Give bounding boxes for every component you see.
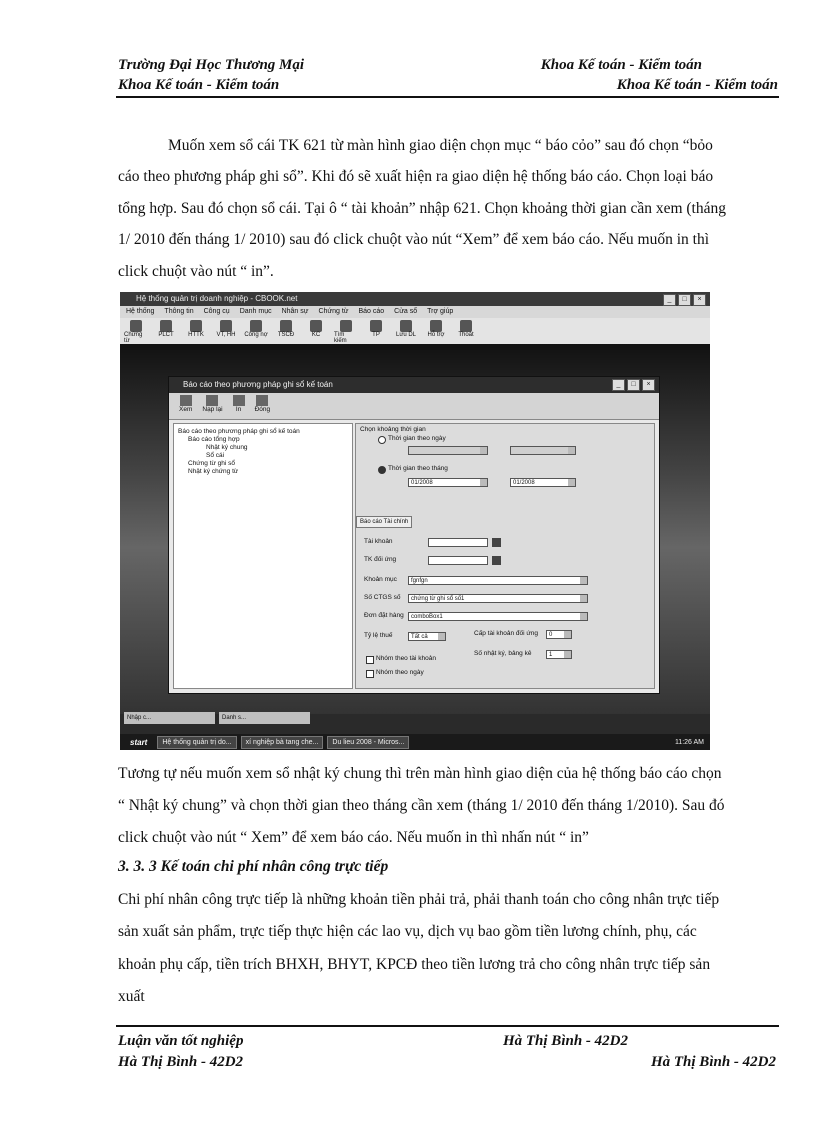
tool-icon [370, 320, 382, 332]
radio-by-month-label: Thời gian theo tháng [388, 465, 448, 472]
group-by-date-label: Nhóm theo ngày [376, 669, 424, 676]
tool-icon [130, 320, 142, 332]
contra-lookup-button[interactable] [492, 556, 501, 565]
taskbar-item[interactable]: Du lieu 2008 - Micros... [327, 736, 409, 749]
tree-item-summary[interactable]: Báo cáo tổng hợp [188, 436, 240, 443]
chevron-down-icon [480, 479, 487, 486]
toolbar-button[interactable] [124, 318, 148, 344]
toolbar-label: HTTK [188, 332, 204, 338]
header-faculty: Khoa Kế toán - Kiểm toán [540, 57, 702, 73]
toolbar-button[interactable] [274, 318, 298, 344]
dialog-titlebar [169, 377, 659, 393]
tool-icon [280, 320, 292, 332]
menu-item[interactable]: Nhân sự [281, 308, 309, 315]
menu-item[interactable]: Công cụ [203, 308, 230, 315]
contra-account-field[interactable] [428, 556, 488, 565]
close-button[interactable] [255, 393, 271, 419]
section-heading: 3. 3. 3 Kế toán chi phí nhân công trực tiếp [118, 858, 389, 875]
tax-rate-label: Tỷ lệ thuế [364, 632, 393, 639]
toolbar-button[interactable] [394, 318, 418, 344]
toolbar-label: Hỗ trợ [427, 332, 445, 338]
tool-icon [250, 320, 262, 332]
toolbar-label: Tìm kiếm [334, 332, 347, 344]
menu-item[interactable]: Hệ thống [126, 308, 155, 315]
tool-icon [160, 320, 172, 332]
menu-item[interactable]: Danh mục [239, 308, 272, 315]
close-icon[interactable]: × [642, 379, 655, 391]
menu-item[interactable]: Cửa sổ [394, 308, 418, 315]
item-value: fgnfgn [411, 578, 428, 584]
tree-root[interactable]: Báo cáo theo phương pháp ghi sổ kế toán [178, 428, 300, 435]
group-by-date-checkbox[interactable] [366, 670, 374, 678]
para1-line3: tổng hợp. Sau đó chọn sổ cái. Tại ô “ tài khoản” nhập 621. Chọn khoảng thời gian cần xem (tháng [118, 200, 726, 217]
para3-line3: khoản phụ cấp, tiền trích BHXH, BHYT, KPCĐ theo tiền lương trả cho công nhân trực tiếp sản [118, 956, 711, 973]
tree-item-vouchers[interactable]: Chứng từ ghi sổ [188, 460, 236, 467]
account-label: Tài khoản [364, 538, 393, 545]
radio-by-day-label: Thời gian theo ngày [388, 435, 446, 442]
para3-line2: sản xuất sản phẩm, trực tiếp thực hiện các lao vụ, dịch vụ bao gồm tiền lương chính, phụ, các [118, 923, 697, 940]
chevron-down-icon [480, 447, 487, 454]
dialog-window-buttons [612, 379, 655, 391]
view-icon [180, 395, 192, 406]
app-toolbar [120, 318, 710, 345]
report-tree [173, 423, 353, 689]
level-select[interactable] [546, 630, 572, 639]
print-icon [233, 395, 245, 406]
journal-label: Số nhật ký, bảng kê [474, 650, 532, 657]
radio-by-day[interactable] [378, 436, 386, 444]
menu-item[interactable]: Báo cáo [358, 308, 385, 315]
item-select[interactable] [408, 576, 588, 585]
windows-taskbar [120, 734, 710, 750]
reload-button[interactable] [202, 393, 222, 419]
maximize-icon[interactable]: □ [678, 294, 691, 306]
reload-label: Nạp lại [202, 406, 223, 413]
tab-financial-report[interactable]: Báo cáo Tài chính [356, 516, 412, 528]
report-options-pane [355, 423, 655, 689]
close-icon [256, 395, 268, 406]
toolbar-label: TP [372, 332, 380, 338]
start-button[interactable]: start [130, 737, 148, 747]
header-faculty-left: Khoa Kế toán - Kiểm toán [118, 77, 280, 93]
close-icon[interactable]: × [693, 294, 706, 306]
reload-icon [206, 395, 218, 406]
taskbar-clock: 11:26 AM [674, 738, 704, 746]
chevron-down-icon [564, 631, 571, 638]
contra-account-label: TK đối ứng [364, 556, 397, 563]
toolbar-label: Chứng từ [124, 332, 143, 344]
toolbar-button[interactable] [154, 318, 178, 344]
tool-icon [310, 320, 322, 332]
toolbar-label: Công nợ [244, 332, 268, 338]
close-label: Đóng [254, 406, 271, 413]
journal-select[interactable] [546, 650, 572, 659]
chevron-down-icon [580, 595, 587, 602]
ledger-no-value: chứng từ ghi sổ số1 [411, 596, 465, 602]
header-rule [116, 96, 779, 98]
journal-value: 1 [549, 652, 553, 658]
para2-line2: “ Nhật ký chung” và chọn thời gian theo tháng cần xem (tháng 1/ 2010 đến tháng 1/2010). Sau đó [118, 797, 725, 814]
tax-rate-value: Tất cả [411, 634, 428, 640]
footer-thesis: Luận văn tốt nghiệp [118, 1033, 244, 1049]
minimize-icon[interactable]: _ [612, 379, 625, 391]
help-icon [430, 320, 442, 332]
para3-line4: xuất [118, 988, 145, 1005]
para3-line1: Chi phí nhân công trực tiếp là những khoản tiền phải trả, phải thanh toán cho công nhân trực tiếp [118, 891, 720, 908]
tree-item-general-journal[interactable]: Nhật ký chung [206, 444, 248, 451]
toolbar-button[interactable] [184, 318, 208, 344]
chevron-down-icon [568, 447, 575, 454]
header-school: Trường Đại Học Thương Mại [118, 57, 305, 73]
toolbar-button[interactable] [244, 318, 268, 344]
search-icon [340, 320, 352, 332]
time-group-label: Chọn khoảng thời gian [360, 426, 426, 433]
save-icon [400, 320, 412, 332]
level-label: Cấp tài khoản đối ứng [474, 630, 538, 637]
para1-line2: cáo theo phương pháp ghi sổ”. Khi đó sẽ xuất hiện ra giao diện hệ thống báo cáo. Chọn loại báo [118, 168, 714, 185]
tree-item-journal-vouchers[interactable]: Nhật ký chứng từ [188, 468, 239, 475]
para1-line4: 1/ 2010 đến tháng 1/ 2010) sau đó click chuột vào nút “Xem” để xem báo cáo. Nếu muốn in thì [118, 231, 710, 248]
app-title: Hệ thống quản trị doanh nghiệp - CBOOK.net [136, 294, 298, 303]
radio-by-month[interactable] [378, 466, 386, 474]
group-by-account-label: Nhóm theo tài khoản [376, 655, 436, 662]
date-from-field[interactable] [408, 446, 488, 455]
month-from-value: 01/2008 [411, 480, 433, 486]
para1-line1: Muốn xem sổ cái TK 621 từ màn hình giao diện chọn mục “ báo cỏo” sau đó chọn “bỏo [168, 137, 713, 154]
taskbar-item[interactable]: xí nghiệp bà tang che... [241, 736, 324, 749]
app-menubar [120, 306, 710, 318]
header-line-1 [118, 54, 778, 76]
toolbar-label: Thoát [458, 332, 474, 338]
month-to-select[interactable] [510, 478, 576, 487]
menu-item[interactable]: Trợ giúp [427, 308, 454, 315]
taskbar-item[interactable]: Hệ thống quản trị do... [157, 736, 236, 749]
chevron-down-icon [580, 577, 587, 584]
group-by-account-checkbox[interactable] [366, 656, 374, 664]
toolbar-label: PLCT [158, 332, 174, 338]
view-label: Xem [179, 406, 193, 413]
tree-item-ledger[interactable]: Sổ cái [206, 452, 225, 459]
tax-rate-select[interactable] [408, 632, 446, 641]
footer-author-left: Hà Thị Bình - 42D2 [118, 1054, 244, 1070]
dialog-title: Báo cáo theo phương pháp ghi sổ kế toán [183, 380, 333, 389]
para2-line3: click chuột vào nút “ Xem” để xem báo cáo. Nếu muốn in thì nhấn nút “ in” [118, 829, 589, 846]
toolbar-button[interactable] [334, 318, 358, 344]
toolbar-button[interactable] [214, 318, 238, 344]
header-line-2 [118, 74, 778, 96]
toolbar-label: KC [311, 332, 321, 338]
print-label: In [235, 406, 242, 413]
exit-icon [460, 320, 472, 332]
toolbar-label: Lưu DL [395, 332, 417, 338]
footer-author-right: Hà Thị Bình - 42D2 [650, 1054, 776, 1070]
month-from-select[interactable] [408, 478, 488, 487]
para1-line5: click chuột vào nút “ in”. [118, 263, 274, 280]
level-value: 0 [549, 632, 553, 638]
app-titlebar [120, 292, 710, 306]
maximize-icon[interactable]: □ [627, 379, 640, 391]
item-label: Khoản mục [364, 576, 397, 583]
minimized-windows [124, 712, 310, 724]
toolbar-button[interactable] [454, 318, 478, 344]
order-label: Đơn đặt hàng [364, 612, 404, 619]
tool-icon [190, 320, 202, 332]
toolbar-button[interactable] [304, 318, 328, 344]
minimize-icon[interactable]: _ [663, 294, 676, 306]
ledger-no-label: Số CTGS số [364, 594, 401, 601]
tool-icon [220, 320, 232, 332]
para2-line1: Tương tự nếu muốn xem sổ nhật ký chung thì trên màn hình giao diện của hệ thống báo cáo chọn [118, 765, 722, 782]
footer-line-1 [118, 1030, 778, 1052]
toolbar-button[interactable] [364, 318, 388, 344]
ledger-no-select[interactable] [408, 594, 588, 603]
date-to-field[interactable] [510, 446, 576, 455]
chevron-down-icon [564, 651, 571, 658]
menu-item[interactable]: Thông tin [164, 308, 194, 315]
minimized-window-2[interactable]: Danh s... [219, 712, 310, 724]
view-button[interactable] [179, 393, 192, 419]
software-screenshot [120, 292, 710, 750]
footer-author: Hà Thị Bình - 42D2 [502, 1033, 628, 1049]
chevron-down-icon [438, 633, 445, 640]
order-value: comboBox1 [411, 614, 443, 620]
print-button[interactable] [233, 393, 245, 419]
toolbar-label: TSCĐ [277, 332, 295, 338]
report-dialog [168, 376, 660, 694]
chevron-down-icon [580, 613, 587, 620]
chevron-down-icon [568, 479, 575, 486]
month-to-value: 01/2008 [513, 480, 535, 486]
minimized-window-1[interactable]: Nhập c... [124, 712, 215, 724]
header-faculty-right: Khoa Kế toán - Kiểm toán [616, 77, 778, 93]
menu-item[interactable]: Chứng từ [318, 308, 349, 315]
toolbar-label: VT, HH [216, 332, 236, 338]
order-select[interactable] [408, 612, 588, 621]
footer-rule [116, 1025, 779, 1027]
app-window-buttons [663, 294, 706, 306]
dialog-toolbar [169, 393, 659, 420]
account-lookup-button[interactable] [492, 538, 501, 547]
footer-line-2 [118, 1051, 778, 1073]
toolbar-button[interactable] [424, 318, 448, 344]
account-field[interactable] [428, 538, 488, 547]
